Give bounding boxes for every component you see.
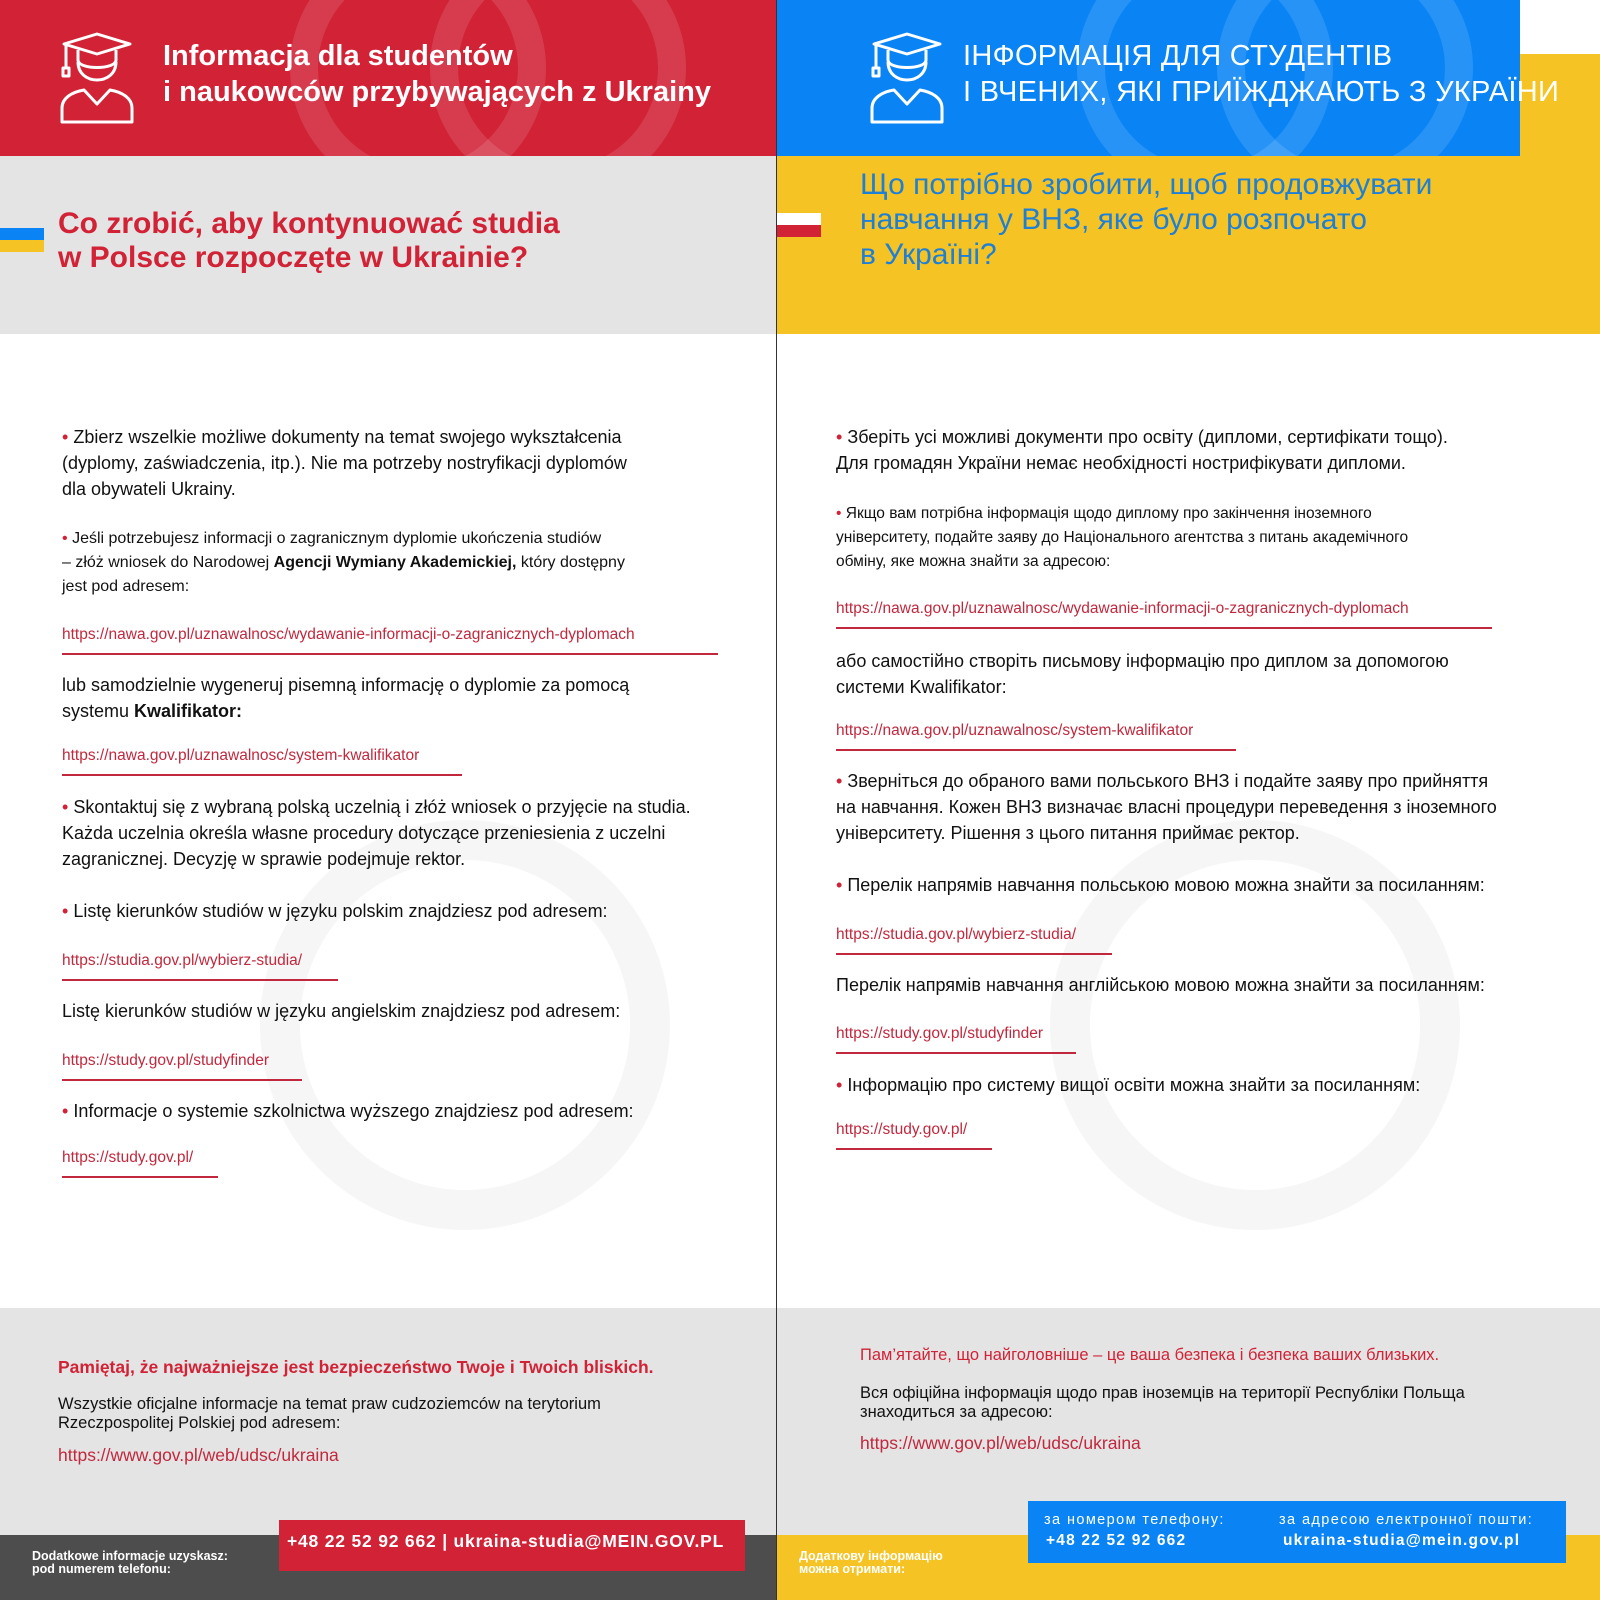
pl-question-line1: Co zrobić, aby kontynuować studia — [58, 207, 560, 240]
ua-link-nawa-diplomas[interactable]: https://nawa.gov.pl/uznawalnosc/wydawanie-informacji-o-zagranicznych-dyplomach — [836, 599, 1492, 629]
pl-p2-line2a: – złóż wniosek do Narodowej — [62, 554, 274, 571]
graduate-icon — [868, 30, 946, 124]
bullet-icon: • — [836, 771, 843, 791]
ua-p3-line1: або самостійно створіть письмову інформацію про диплом за допомогою — [836, 651, 1449, 671]
pl-paragraph-3 — [62, 672, 629, 724]
pl-paragraph-5 — [62, 898, 608, 924]
pl-footer-info — [58, 1395, 601, 1433]
ua-link-kwalifikator[interactable]: https://nawa.gov.pl/uznawalnosc/system-kwalifikator — [836, 721, 1236, 751]
ua-question-line2: навчання у ВНЗ, яке було розпочато — [860, 203, 1367, 236]
pl-paragraph-6: Listę kierunków studiów w języku angielskim znajdziesz pod adresem: — [62, 1001, 621, 1021]
ua-footer-line1: Вся офіційна інформація щодо прав іноземців на території Республіки Польща — [860, 1384, 1465, 1402]
pl-p5-text: Listę kierunków studiów w języku polskim znajdziesz pod adresem: — [73, 901, 608, 921]
pl-contact-text[interactable]: +48 22 52 92 662 | ukraina-studia@MEIN.GOV.PL — [287, 1531, 725, 1551]
ua-p3-line2: системи Kwalifikator: — [836, 677, 1007, 697]
pl-footer-line1: Wszystkie oficjalne informacje na temat praw cudzoziemców na terytorium — [58, 1395, 601, 1413]
bullet-icon: • — [62, 530, 68, 547]
ua-p4-line3: університету. Рішення з цього питання приймає ректор. — [836, 823, 1300, 843]
ua-paragraph-4 — [836, 768, 1497, 846]
pl-p4-line2: Każda uczelnia określa własne procedury dotyczące przeniesienia z uczelni — [62, 823, 666, 843]
bullet-icon: • — [62, 427, 69, 447]
ua-link-study[interactable]: https://study.gov.pl/ — [836, 1120, 992, 1150]
pl-header-line1: Informacja dla studentów — [163, 40, 513, 72]
ua-footer-link[interactable]: https://www.gov.pl/web/udsc/ukraina — [860, 1433, 1141, 1453]
pl-safety-note: Pamiętaj, że najważniejsze jest bezpieczeństwo Twoje i Twoich bliskich. — [58, 1357, 654, 1377]
pl-p2-line2-bold: Agencji Wymiany Akademickiej, — [273, 554, 517, 571]
pl-more-info — [32, 1550, 228, 1576]
ua-question — [860, 167, 1432, 272]
ua-p1-line2: Для громадян України немає необхідності нострифікувати дипломи. — [836, 453, 1406, 473]
ua-link-studyfinder[interactable]: https://study.gov.pl/studyfinder — [836, 1024, 1076, 1054]
pl-p2-line2c: który dostępny — [516, 554, 625, 571]
pl-link-kwalifikator[interactable]: https://nawa.gov.pl/uznawalnosc/system-kwalifikator — [62, 746, 462, 776]
pl-footer-line2: Rzeczpospolitej Polskiej pod adresem: — [58, 1414, 341, 1432]
pl-footer-link[interactable]: https://www.gov.pl/web/udsc/ukraina — [58, 1445, 339, 1465]
ua-header-line1: ІНФОРМАЦІЯ ДЛЯ СТУДЕНТІВ — [963, 40, 1393, 72]
pl-link-studyfinder[interactable]: https://study.gov.pl/studyfinder — [62, 1051, 302, 1081]
ua-more-info — [799, 1550, 943, 1576]
pl-paragraph-2 — [62, 527, 625, 599]
ua-email-value[interactable]: ukraina-studia@mein.gov.pl — [1283, 1532, 1521, 1549]
ua-phone-label: за номером телефону: — [1044, 1512, 1225, 1528]
ua-paragraph-1 — [836, 424, 1448, 476]
ua-header-line2: І ВЧЕНИХ, ЯКІ ПРИЇЖДЖАЮТЬ З УКРАЇНИ — [963, 76, 1560, 108]
poland-flag-icon — [777, 213, 821, 237]
ua-email-label: за адресою електронної пошти: — [1279, 1512, 1534, 1528]
pl-more-line1: Dodatkowe informacje uzyskasz: — [32, 1549, 228, 1563]
pl-p1-line3: dla obywateli Ukrainy. — [62, 479, 236, 499]
pl-p3-line2-bold: Kwalifikator: — [134, 701, 243, 721]
ua-p2-line2: університету, подайте заяву до Національного агентства з питань академічного — [836, 529, 1409, 546]
bullet-icon: • — [62, 1101, 69, 1121]
ua-p1-line1: Зберіть усі можливі документи про освіту (дипломи, сертифікати тощо). — [847, 427, 1448, 447]
bullet-icon: • — [62, 901, 69, 921]
bullet-icon: • — [62, 797, 69, 817]
bullet-icon: • — [836, 427, 843, 447]
pl-header-line2: i naukowców przybywających z Ukrainy — [163, 76, 711, 108]
pl-paragraph-1 — [62, 424, 627, 502]
ua-more-line1: Додаткову інформацію — [799, 1549, 943, 1563]
pl-link-study[interactable]: https://study.gov.pl/ — [62, 1148, 218, 1178]
ua-p2-line3: обміну, яке можна знайти за адресою: — [836, 553, 1111, 570]
pl-header-title — [163, 38, 711, 110]
ua-phone-value[interactable]: +48 22 52 92 662 — [1046, 1532, 1187, 1549]
graduate-icon — [58, 30, 136, 124]
ua-paragraph-7 — [836, 1072, 1420, 1098]
pl-p3-line2a: systemu — [62, 701, 135, 721]
pl-p4-line3: zagranicznej. Decyzję w sprawie podejmuje rektor. — [62, 849, 466, 869]
bullet-icon: • — [836, 1075, 843, 1095]
pl-p7-text: Informacje o systemie szkolnictwa wyższego znajdziesz pod adresem: — [73, 1101, 634, 1121]
pl-p4-line1: Skontaktuj się z wybraną polską uczelnią i złóż wniosek o przyjęcie na studia. — [73, 797, 691, 817]
center-divider — [776, 0, 777, 1600]
pl-p3-line1: lub samodzielnie wygeneruj pisemną informację o dyplomie za pomocą — [62, 675, 630, 695]
bullet-icon: • — [836, 505, 842, 522]
ua-p4-line2: на навчання. Кожен ВНЗ визначає власні процедури переведення з іноземного — [836, 797, 1497, 817]
ua-question-line3: в Україні? — [860, 238, 997, 271]
ua-safety-note: Пам’ятайте, що найголовніше – це ваша безпека і безпека ваших близьких. — [860, 1346, 1440, 1364]
ua-p4-line1: Зверніться до обраного вами польського ВНЗ і подайте заяву про прийняття — [847, 771, 1489, 791]
pl-p2-line3: jest pod adresem: — [62, 578, 190, 595]
pl-p1-line2: (dyplomy, zaświadczenia, itp.). Nie ma potrzeby nostryfikacji dyplomów — [62, 453, 627, 473]
ua-question-line1: Що потрібно зробити, щоб продовжувати — [860, 168, 1433, 201]
pl-question-line2: w Polsce rozpoczęte w Ukrainie? — [58, 241, 529, 274]
pl-paragraph-7 — [62, 1098, 634, 1124]
pl-paragraph-4 — [62, 794, 691, 872]
ua-more-line2: можна отримати: — [799, 1562, 906, 1576]
graduate-watermark-icon — [260, 820, 670, 1230]
ua-footer-line2: знаходиться за адресою: — [860, 1403, 1053, 1421]
pl-p2-line1: Jeśli potrzebujesz informacji o zagranicznym dyplomie ukończenia studiów — [72, 530, 602, 547]
bullet-icon: • — [836, 875, 843, 895]
ua-paragraph-5 — [836, 872, 1485, 898]
pl-p1-line1: Zbierz wszelkie możliwe dokumenty na temat swojego wykształcenia — [73, 427, 622, 447]
pl-link-studia[interactable]: https://studia.gov.pl/wybierz-studia/ — [62, 951, 338, 981]
ua-p5-text: Перелік напрямів навчання польською мовою можна знайти за посиланням: — [847, 875, 1485, 895]
pl-link-nawa-diplomas[interactable]: https://nawa.gov.pl/uznawalnosc/wydawanie-informacji-o-zagranicznych-dyplomach — [62, 625, 718, 655]
pl-question — [58, 207, 560, 275]
ua-footer-info — [860, 1384, 1465, 1422]
ua-paragraph-6: Перелік напрямів навчання англійською мовою можна знайти за посиланням: — [836, 975, 1485, 995]
ua-p2-line1: Якщо вам потрібна інформація щодо диплому про закінчення іноземного — [845, 505, 1372, 522]
ua-paragraph-2 — [836, 502, 1408, 574]
ua-header-title — [963, 38, 1559, 110]
pl-more-line2: pod numerem telefonu: — [32, 1562, 171, 1576]
ua-paragraph-3 — [836, 648, 1449, 700]
ukraine-flag-icon — [0, 228, 44, 252]
ua-p7-text: Інформацію про систему вищої освіти можна знайти за посиланням: — [847, 1075, 1421, 1095]
ua-link-studia[interactable]: https://studia.gov.pl/wybierz-studia/ — [836, 925, 1112, 955]
